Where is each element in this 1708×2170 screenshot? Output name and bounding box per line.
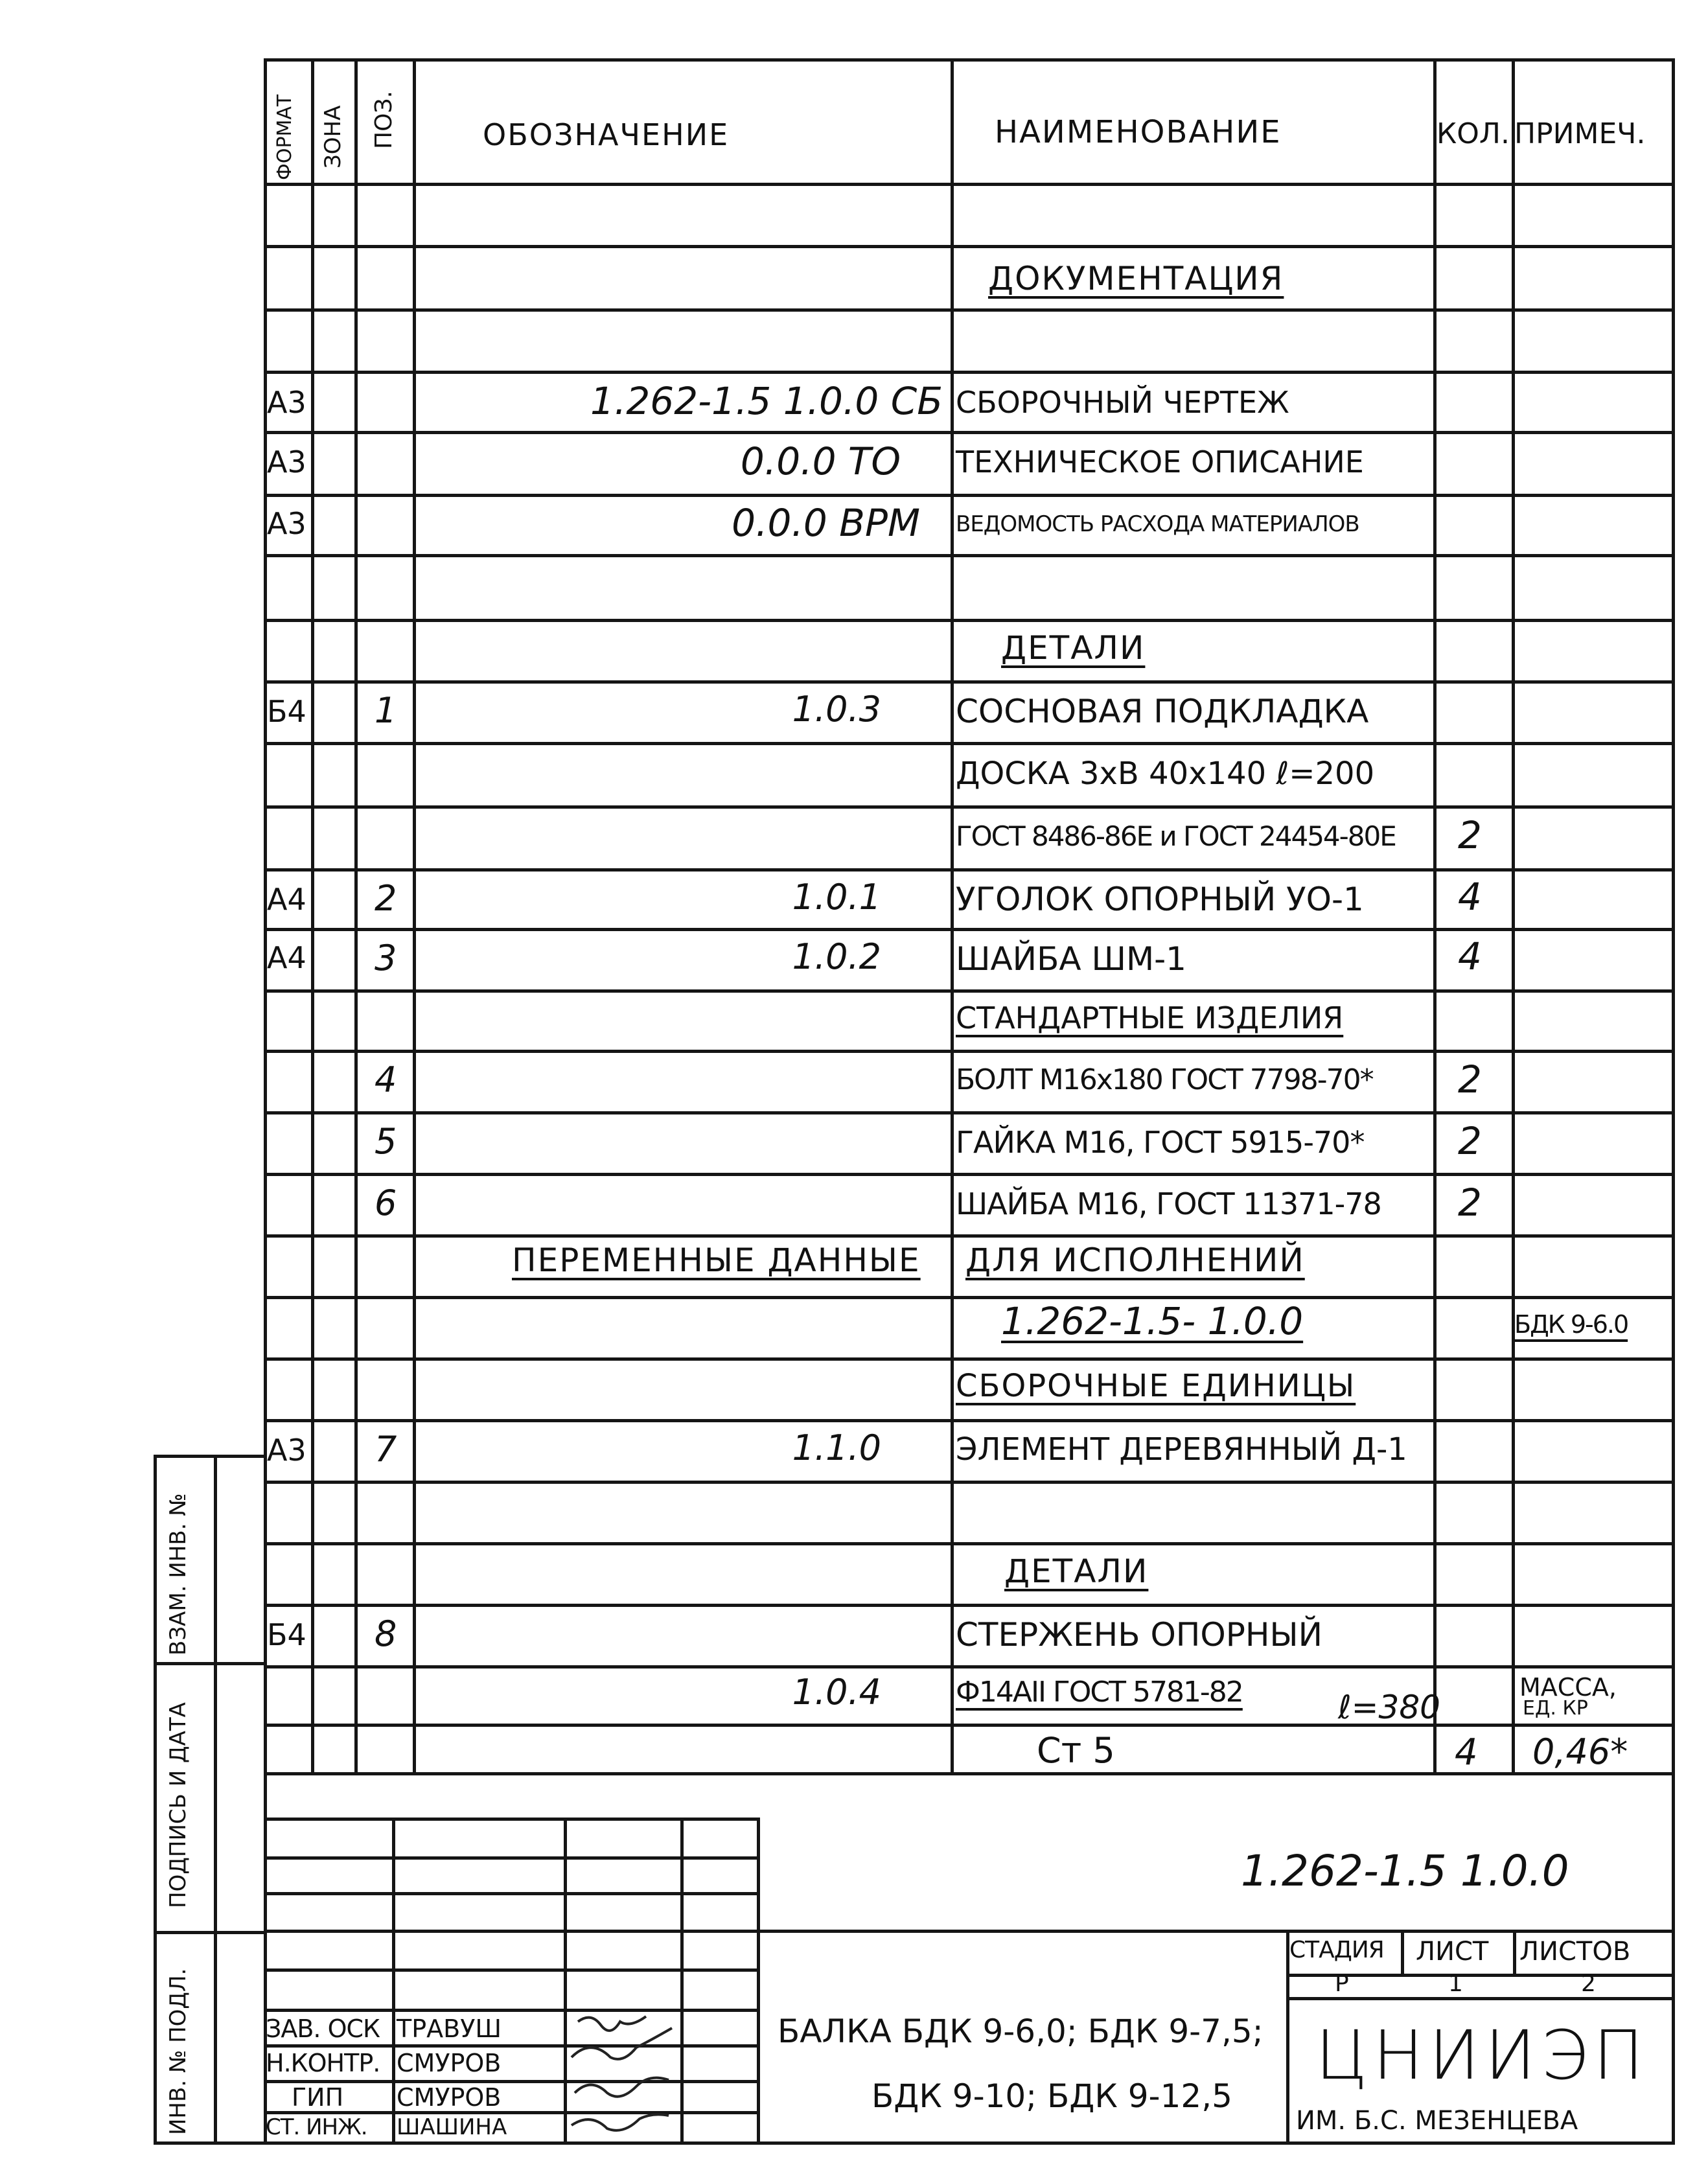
r13-name: Ст 5 <box>1037 1730 1115 1771</box>
r3-designation: 0.0.0 ВРМ <box>732 501 920 545</box>
r13-note: 0,46* <box>1532 1731 1628 1772</box>
r12-note1: МАССА, <box>1519 1673 1617 1702</box>
header-format: ФОРМАТ <box>273 94 296 180</box>
header-pos: ПОЗ. <box>371 91 397 149</box>
header-qty: КОЛ. <box>1437 117 1510 150</box>
var-code: 1.262-1.5- 1.0.0 <box>1001 1299 1304 1343</box>
r8-pos: 5 <box>375 1121 397 1162</box>
signatures-graphic <box>565 2009 682 2141</box>
org-name: ЦНИИЭП <box>1315 2016 1649 2095</box>
doc-title-line2: БДК 9-10; БДК 9-12,5 <box>871 2077 1232 2115</box>
r1-name: СБОРОЧНЫЙ ЧЕРТЕЖ <box>956 385 1289 420</box>
stage-value: Р <box>1335 1970 1349 1997</box>
org-sub: ИМ. Б.С. МЕЗЕНЦЕВА <box>1296 2106 1578 2136</box>
role-2: ГИП <box>292 2083 344 2112</box>
r5-qty: 4 <box>1458 875 1482 919</box>
name-1: СМУРОВ <box>397 2049 502 2077</box>
header-designation: ОБОЗНАЧЕНИЕ <box>483 117 730 152</box>
r4-pos: 1 <box>375 690 397 731</box>
r12-length: ℓ=380 <box>1338 1689 1440 1726</box>
sheets-label: ЛИСТОВ <box>1519 1937 1631 1967</box>
det2-heading: ДЕТАЛИ <box>1004 1552 1149 1590</box>
doc-heading: ДОКУМЕНТАЦИЯ <box>988 260 1284 297</box>
side-inv-orig: ИНВ. № ПОДЛ. <box>165 1968 191 2135</box>
r7-qty: 2 <box>1458 1057 1482 1102</box>
r1-format: А3 <box>267 385 306 420</box>
r4-format: Б4 <box>267 694 306 729</box>
r2-format: А3 <box>267 444 306 479</box>
name-0: ТРАВУШ <box>397 2014 502 2043</box>
r11-pos: 8 <box>375 1613 397 1654</box>
r7-pos: 4 <box>375 1059 397 1100</box>
r11-name: СТЕРЖЕНЬ ОПОРНЫЙ <box>956 1616 1323 1654</box>
name-3: ШАШИНА <box>397 2114 507 2140</box>
r9-qty: 2 <box>1458 1181 1482 1225</box>
header-note: ПРИМЕЧ. <box>1514 117 1646 150</box>
sheet-value: 1 <box>1448 1970 1463 1997</box>
header-zone: ЗОНА <box>320 105 346 168</box>
r4c-qty: 2 <box>1458 813 1482 857</box>
r3-format: А3 <box>267 506 306 541</box>
r5-format: А4 <box>267 882 306 917</box>
var-note: БДК 9-6.0 <box>1514 1310 1628 1339</box>
r2-name: ТЕХНИЧЕСКОЕ ОПИСАНИЕ <box>956 444 1364 479</box>
title-code: 1.262-1.5 1.0.0 <box>1241 1846 1569 1896</box>
r4-designation: 1.0.3 <box>792 689 881 730</box>
r6-designation: 1.0.2 <box>792 936 881 977</box>
r12-designation: 1.0.4 <box>792 1672 881 1713</box>
r12-name: Ф14АII ГОСТ 5781-82 <box>956 1676 1243 1709</box>
r6-pos: 3 <box>375 938 397 978</box>
header-name: НАИМЕНОВАНИЕ <box>995 114 1282 150</box>
r10-name: ЭЛЕМЕНТ ДЕРЕВЯННЫЙ Д-1 <box>956 1431 1407 1468</box>
name-2: СМУРОВ <box>397 2083 502 2112</box>
r3-name: ВЕДОМОСТЬ РАСХОДА МАТЕРИАЛОВ <box>956 511 1359 537</box>
r8-name: ГАЙКА М16, ГОСТ 5915-70* <box>956 1125 1365 1160</box>
r10-pos: 7 <box>375 1429 397 1470</box>
stage-label: СТАДИЯ <box>1289 1937 1384 1963</box>
role-3: СТ. ИНЖ. <box>266 2114 367 2140</box>
r6-qty: 4 <box>1458 934 1482 978</box>
role-1: Н.КОНТР. <box>266 2049 380 2077</box>
doc-title-line1: БАЛКА БДК 9-6,0; БДК 9-7,5; <box>778 2013 1264 2050</box>
r11-format: Б4 <box>267 1617 306 1652</box>
r5-pos: 2 <box>375 878 397 919</box>
r10-designation: 1.1.0 <box>792 1427 881 1468</box>
sheets-value: 2 <box>1581 1970 1596 1997</box>
r2-designation: 0.0.0 ТО <box>740 439 901 483</box>
r4b-name: ДОСКА 3хВ 40х140 ℓ=200 <box>956 756 1375 792</box>
r6-name: ШАЙБА ШМ-1 <box>956 940 1186 978</box>
r9-name: ШАЙБА М16, ГОСТ 11371-78 <box>956 1186 1381 1221</box>
det-heading: ДЕТАЛИ <box>1001 629 1146 667</box>
std-heading: СТАНДАРТНЫЕ ИЗДЕЛИЯ <box>956 1000 1344 1035</box>
role-0: ЗАВ. ОСК <box>266 2014 380 2043</box>
r10-format: А3 <box>267 1433 306 1468</box>
r12-note2: ЕД. КР <box>1523 1697 1588 1720</box>
r5-designation: 1.0.1 <box>792 877 881 918</box>
var-left: ПЕРЕМЕННЫЕ ДАННЫЕ <box>512 1241 921 1279</box>
var-right: ДЛЯ ИСПОЛНЕНИЙ <box>965 1241 1305 1279</box>
side-sign-date: ПОДПИСЬ И ДАТА <box>165 1702 191 1908</box>
r8-qty: 2 <box>1458 1119 1482 1163</box>
r4-name: СОСНОВАЯ ПОДКЛАДКА <box>956 693 1369 730</box>
r1-designation: 1.262-1.5 1.0.0 СБ <box>590 379 943 423</box>
r4c-name: ГОСТ 8486-86Е и ГОСТ 24454-80Е <box>956 820 1396 852</box>
r6-format: А4 <box>267 940 306 975</box>
r7-name: БОЛТ М16х180 ГОСТ 7798-70* <box>956 1063 1373 1096</box>
asm-heading: СБОРОЧНЫЕ ЕДИНИЦЫ <box>956 1368 1356 1404</box>
r9-pos: 6 <box>375 1183 397 1223</box>
side-inv-sub: ВЗАМ. ИНВ. № <box>165 1493 191 1656</box>
r5-name: УГОЛОК ОПОРНЫЙ УО-1 <box>956 881 1364 918</box>
r13-qty: 4 <box>1455 1731 1478 1773</box>
sheet-label: ЛИСТ <box>1416 1937 1489 1967</box>
